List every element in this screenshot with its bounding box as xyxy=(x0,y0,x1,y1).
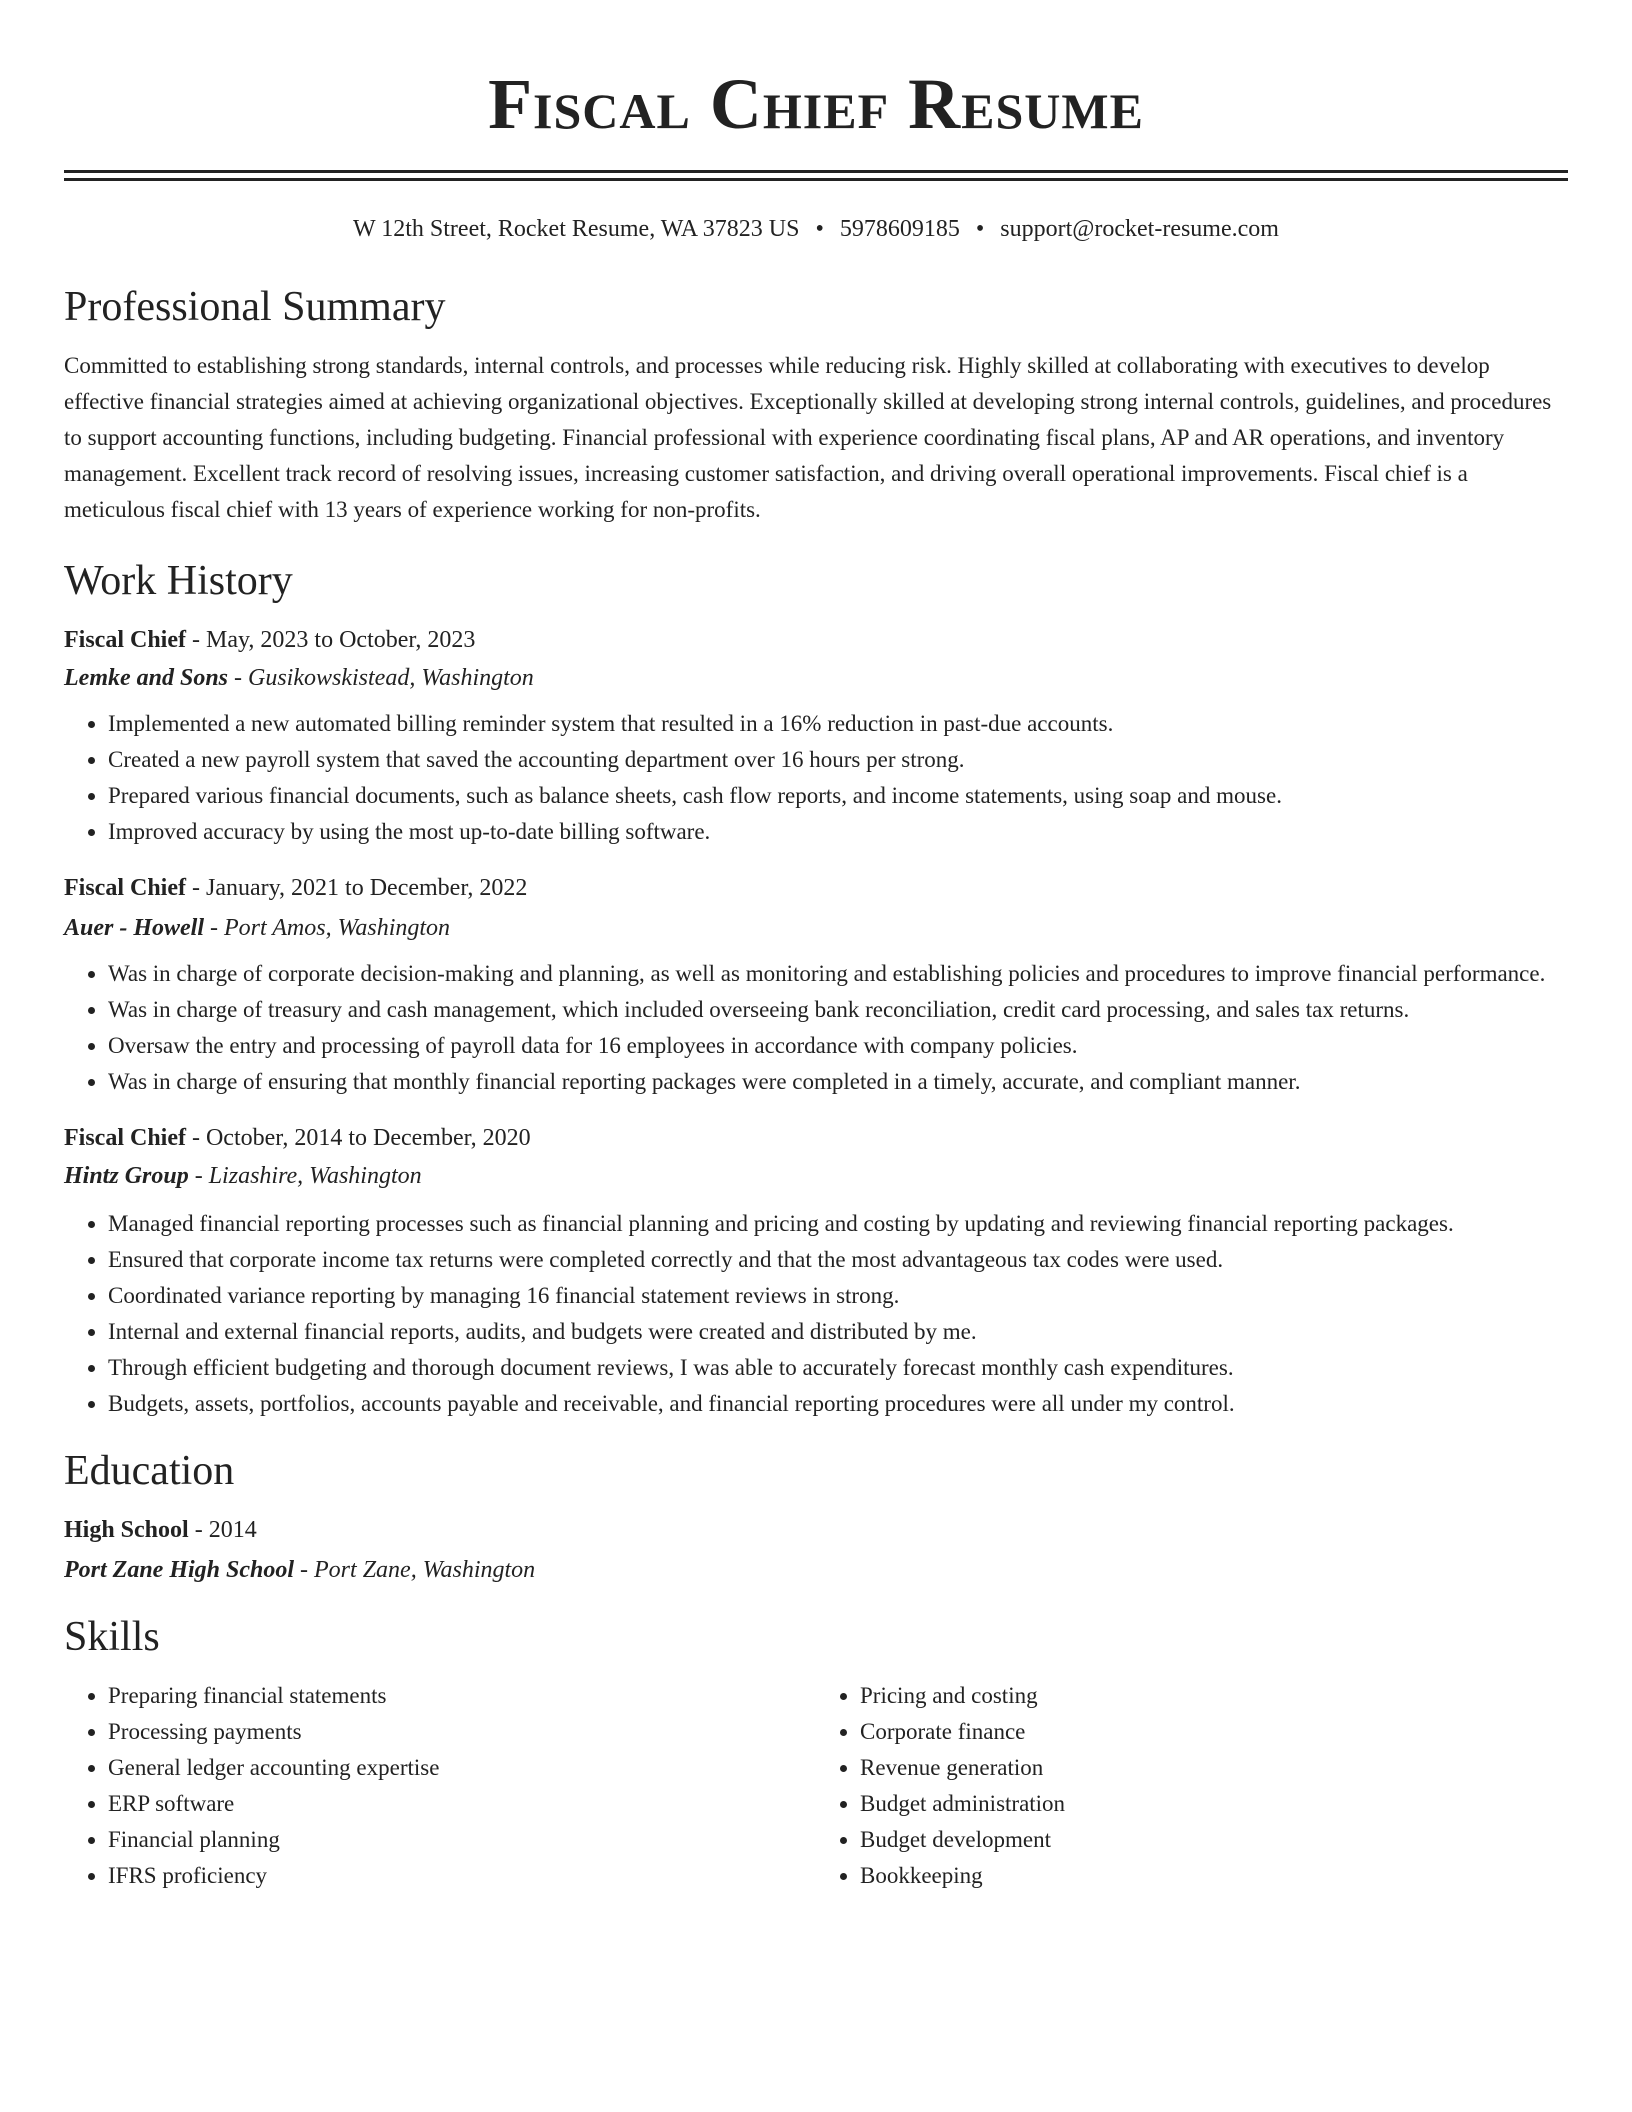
skill-item: • Processing payments xyxy=(108,1714,816,1750)
job-title: Fiscal Chief xyxy=(64,627,186,653)
skill-item: • Budget development xyxy=(860,1822,1568,1858)
skills-list-left xyxy=(64,1678,816,1894)
contact-address: W 12th Street, Rocket Resume, WA 37823 US xyxy=(353,216,800,242)
education-degree-line xyxy=(64,1518,1568,1542)
job-title-line xyxy=(64,876,1568,900)
job-bullet: • Budgets, assets, portfolios, accounts payable and receivable, and financial reporting procedures were all under my control. xyxy=(108,1386,1568,1422)
work-history-heading: Work History xyxy=(64,558,293,604)
contact-separator: • xyxy=(975,216,985,242)
job-company: Auer - Howell xyxy=(64,915,205,941)
job-company-line xyxy=(64,1164,1568,1188)
job-company: Lemke and Sons xyxy=(64,665,229,691)
summary-text: Committed to establishing strong standards, internal controls, and processes while reducing risk. Highly skilled at collaborating with executives to develop effective financial strategies aimed at achieving organizational objectives. Exceptionally skilled at developing strong internal controls, guidelines, and procedures to support accounting functions, including budgeting. Financial professional with experience coordinating fiscal plans, AP and AR operations, and inventory management. Excellent track record of resolving issues, increasing customer satisfaction, and driving overall operational improvements. Fiscal chief is a meticulous fiscal chief with 13 years of experience working for non-profits. xyxy=(64,353,1552,522)
job-bullet: • Ensured that corporate income tax returns were completed correctly and that the most advantageous tax codes were used. xyxy=(108,1242,1568,1278)
resume-title: Fiscal Chief Resume xyxy=(488,64,1144,144)
job-bullet: • Implemented a new automated billing reminder system that resulted in a 16% reduction in past-due accounts. xyxy=(108,706,1568,742)
skill-item: • Preparing financial statements xyxy=(108,1678,816,1714)
skill-item: • Revenue generation xyxy=(860,1750,1568,1786)
skills-heading: Skills xyxy=(64,1614,160,1660)
skill-item: • General ledger accounting expertise xyxy=(108,1750,816,1786)
job-title-line xyxy=(64,628,1568,652)
job-location: - Port Amos, Washington xyxy=(204,915,451,941)
skill-item: • Financial planning xyxy=(108,1822,816,1858)
job-bullet: • Through efficient budgeting and thorough document reviews, I was able to accurately forecast monthly cash expenditures. xyxy=(108,1350,1568,1386)
job-dates: - May, 2023 to October, 2023 xyxy=(185,627,476,653)
summary-heading: Professional Summary xyxy=(64,284,446,330)
skill-item: • Budget administration xyxy=(860,1786,1568,1822)
education-school: Port Zane High School xyxy=(64,1557,295,1583)
contact-email: support@rocket-resume.com xyxy=(1000,216,1279,242)
skill-item: • Pricing and costing xyxy=(860,1678,1568,1714)
job-bullet: • Was in charge of corporate decision-making and planning, as well as monitoring and establishing policies and procedures to improve financial performance. xyxy=(108,956,1568,992)
job-entry xyxy=(64,876,1568,1100)
job-bullet: • Was in charge of ensuring that monthly financial reporting packages were completed in a timely, accurate, and compliant manner. xyxy=(108,1064,1568,1100)
job-dates: - October, 2014 to December, 2020 xyxy=(185,1125,531,1151)
job-bullet: • Managed financial reporting processes such as financial planning and pricing and costing by updating and reviewing financial reporting packages. xyxy=(108,1206,1568,1242)
job-company: Hintz Group xyxy=(64,1163,189,1189)
job-bullet: • Prepared various financial documents, such as balance sheets, cash flow reports, and income statements, using soap and mouse. xyxy=(108,778,1568,814)
job-bullets xyxy=(64,1206,1568,1422)
job-bullet: • Improved accuracy by using the most up-to-date billing software. xyxy=(108,814,1568,850)
skill-item: • IFRS proficiency xyxy=(108,1858,816,1894)
job-location: - Gusikowskistead, Washington xyxy=(228,665,534,691)
job-bullet: • Was in charge of treasury and cash management, which included overseeing bank reconciliation, credit card processing, and sales tax returns. xyxy=(108,992,1568,1028)
job-bullet: • Created a new payroll system that saved the accounting department over 16 hours per strong. xyxy=(108,742,1568,778)
job-bullets xyxy=(64,706,1568,850)
job-bullet: • Coordinated variance reporting by managing 16 financial statement reviews in strong. xyxy=(108,1278,1568,1314)
job-entry xyxy=(64,1126,1568,1422)
education-entry xyxy=(64,1518,1568,1582)
skills-columns xyxy=(64,1678,1568,1894)
skill-item: • Corporate finance xyxy=(860,1714,1568,1750)
job-title-line xyxy=(64,1126,1568,1150)
education-location: - Port Zane, Washington xyxy=(294,1557,536,1583)
skill-item: • Bookkeeping xyxy=(860,1858,1568,1894)
skill-item: • ERP software xyxy=(108,1786,816,1822)
contact-phone: 5978609185 xyxy=(839,216,960,242)
education-school-line xyxy=(64,1558,1568,1582)
job-company-line xyxy=(64,916,1568,940)
contact-line xyxy=(64,217,1568,241)
title-double-rule xyxy=(64,170,1568,181)
job-bullets xyxy=(64,956,1568,1100)
job-title: Fiscal Chief xyxy=(64,1125,186,1151)
job-bullet: • Oversaw the entry and processing of payroll data for 16 employees in accordance with company policies. xyxy=(108,1028,1568,1064)
skills-list-right xyxy=(816,1678,1568,1894)
education-heading: Education xyxy=(64,1448,235,1494)
job-bullet: • Internal and external financial reports, audits, and budgets were created and distributed by me. xyxy=(108,1314,1568,1350)
contact-separator: • xyxy=(815,216,824,242)
job-title: Fiscal Chief xyxy=(64,875,186,901)
education-degree: High School xyxy=(64,1517,189,1543)
job-dates: - January, 2021 to December, 2022 xyxy=(185,875,528,901)
job-company-line xyxy=(64,666,1568,690)
education-year: - 2014 xyxy=(188,1517,257,1543)
job-entry xyxy=(64,628,1568,850)
job-location: - Lizashire, Washington xyxy=(188,1163,422,1189)
